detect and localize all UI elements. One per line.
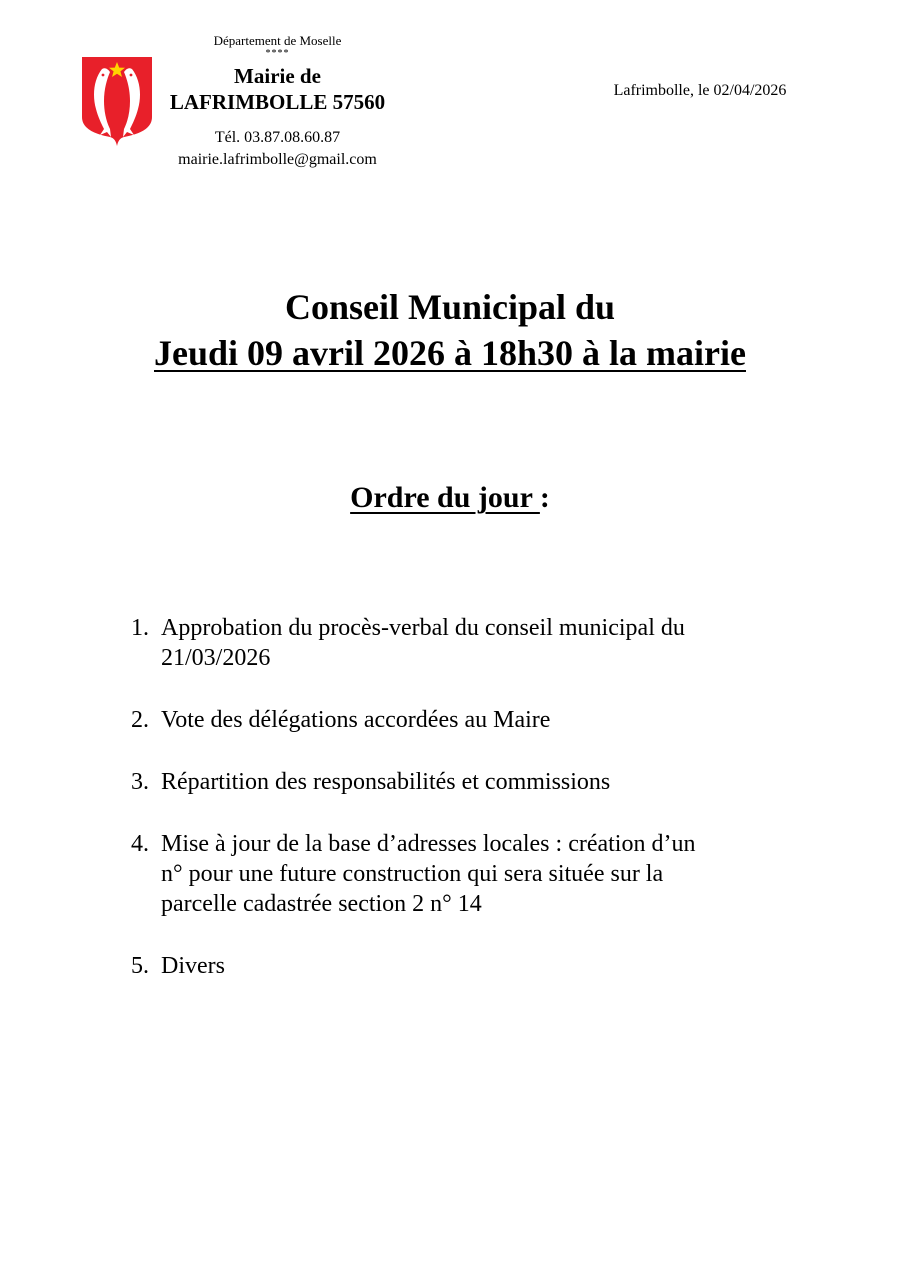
agenda-item-number: 5. [131,953,149,979]
agenda-item-text [161,829,791,919]
agenda-item-line: Vote des délégations accordées au Maire [161,707,551,733]
agenda-item-line: 21/03/2026 [161,645,271,671]
agenda-item-line: Mise à jour de la base d’adresses locales : création d’un [161,831,696,857]
agenda-item [131,951,791,981]
meeting-date-time: Jeudi 09 avril 2026 à 18h30 à la mairie [154,333,746,373]
agenda-item-line: Approbation du procès-verbal du conseil municipal du [161,615,685,641]
agenda-item [131,705,791,735]
crest-fish-left-eye [102,74,105,77]
mairie-line-2: LAFRIMBOLLE 57560 [169,90,386,114]
agenda-item-line: parcelle cadastrée section 2 n° 14 [161,891,482,917]
agenda-item-number: 4. [131,831,149,857]
agenda-item-text [161,613,791,673]
agenda-heading-text: Ordre du jour [350,481,540,514]
agenda-item [131,829,791,919]
agenda-heading-colon: : [539,481,550,514]
agenda-heading [0,478,900,518]
agenda-item-number: 1. [131,615,149,641]
place-and-date: Lafrimbolle, le 02/04/2026 [613,82,787,99]
coat-of-arms-icon [80,55,154,147]
agenda-item-text [161,767,791,797]
letterhead [150,33,405,171]
agenda-item-number: 2. [131,707,149,733]
agenda-item-line: n° pour une future construction qui sera située sur la [161,861,664,887]
mairie-line-1: Mairie de [234,64,321,88]
agenda-item [131,613,791,673]
agenda-item-text [161,705,791,735]
agenda-list [131,613,791,1013]
agenda-item-number: 3. [131,769,149,795]
agenda-item-text [161,951,791,981]
agenda-item-line: Divers [161,953,225,979]
department-name: Département de Moselle [213,33,342,48]
crest-fish-right-eye [130,74,133,77]
meeting-title [0,284,900,376]
title-line-1: Conseil Municipal du [284,287,616,327]
email-address: mairie.lafrimbolle@gmail.com [178,151,377,168]
title-line-2 [0,330,900,376]
header-separator: **** [265,48,290,59]
agenda-item [131,767,791,797]
phone-number: Tél. 03.87.08.60.87 [214,129,341,146]
agenda-item-line: Répartition des responsabilités et commissions [161,769,611,795]
mairie-name [150,63,405,115]
